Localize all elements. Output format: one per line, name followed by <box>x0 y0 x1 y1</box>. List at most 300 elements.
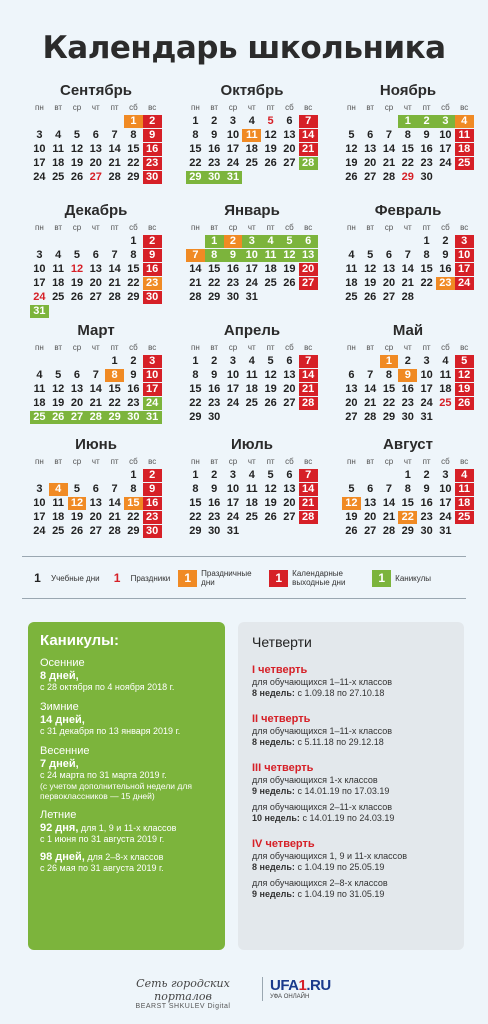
day-cell: 21 <box>401 277 414 289</box>
day-cell: 13 <box>382 263 396 275</box>
week-row <box>186 263 318 276</box>
empty-day-cell <box>380 469 399 482</box>
day-cell: 19 <box>283 263 296 275</box>
day-cell: 9 <box>423 483 430 495</box>
weekday-label: сб <box>441 223 450 232</box>
day-cell: 11 <box>455 129 474 142</box>
weekday-label: вт <box>210 457 219 466</box>
day-cell: 4 <box>55 249 62 261</box>
empty-day-cell <box>261 291 280 304</box>
empty-day-cell <box>49 115 68 128</box>
weekday-label: сб <box>129 223 138 232</box>
day-cell: 4 <box>455 469 474 482</box>
day-cell: 24 <box>245 277 258 289</box>
weekday-label: пт <box>266 223 275 232</box>
day-cell: 9 <box>143 483 162 496</box>
day-cell: 22 <box>108 397 121 409</box>
day-cell: 18 <box>455 143 474 156</box>
month-9 <box>30 436 162 538</box>
day-cell: 23 <box>420 511 433 523</box>
empty-day-cell <box>86 115 105 128</box>
weekday-label: пт <box>266 103 275 112</box>
week-row <box>30 263 162 276</box>
month-name: Июнь <box>75 436 117 453</box>
empty-day-cell <box>86 469 105 482</box>
week-row <box>342 497 474 510</box>
day-cell: 3 <box>143 355 162 368</box>
month-5 <box>342 202 474 304</box>
weekday-label: пт <box>266 457 275 466</box>
weekday-label: пн <box>35 343 44 352</box>
week-row <box>30 511 162 524</box>
day-cell: 26 <box>345 525 358 537</box>
weekday-label: ср <box>384 223 394 232</box>
month-name: Сентябрь <box>60 82 132 99</box>
empty-day-cell <box>68 355 87 368</box>
day-cell: 27 <box>283 157 296 169</box>
day-cell: 4 <box>55 129 62 141</box>
month-7 <box>186 322 318 424</box>
day-cell: 16 <box>143 497 162 510</box>
empty-day-cell <box>299 525 318 538</box>
weekday-label: ср <box>72 223 82 232</box>
quarter-1-weeks: 8 недель: <box>252 688 295 698</box>
day-cell: 1 <box>192 469 199 481</box>
vacation-winter <box>40 701 213 737</box>
empty-day-cell <box>86 235 105 248</box>
day-cell: 5 <box>280 235 299 248</box>
day-cell: 23 <box>143 157 162 170</box>
day-cell: 31 <box>245 291 258 303</box>
week-row <box>186 143 318 156</box>
empty-day-cell <box>280 171 299 184</box>
week-row <box>30 157 162 170</box>
legend-item-preholiday <box>178 569 261 587</box>
day-cell: 16 <box>226 263 240 275</box>
day-cell: 11 <box>33 383 46 395</box>
vacation-summer-range: с 1 июня по 31 августа 2019 г. <box>40 834 165 844</box>
day-cell: 29 <box>127 171 140 183</box>
week-row <box>30 305 162 318</box>
day-cell: 13 <box>364 497 377 509</box>
weekday-label: чт <box>403 343 412 352</box>
day-cell: 7 <box>385 483 393 495</box>
day-cell: 29 <box>189 411 202 423</box>
day-cell: 31 <box>439 525 452 537</box>
empty-day-cell <box>242 411 261 424</box>
week-row <box>342 263 474 276</box>
day-cell: 11 <box>345 263 358 275</box>
month-1 <box>186 82 318 184</box>
day-cell: 14 <box>382 497 396 509</box>
weekday-label: вс <box>304 223 313 232</box>
vacation-summer-days: 92 дня, <box>40 822 79 834</box>
day-cell: 7 <box>186 249 205 262</box>
month-name: Январь <box>224 202 280 219</box>
day-cell: 9 <box>442 249 449 261</box>
legend-label-preholiday: Праздничные дни <box>201 569 252 587</box>
day-cell: 12 <box>68 497 87 510</box>
day-cell: 6 <box>92 249 99 261</box>
day-cell: 30 <box>420 171 433 183</box>
weekday-label: ср <box>384 343 394 352</box>
day-cell: 17 <box>226 497 240 509</box>
day-cell: 1 <box>130 469 137 481</box>
week-row <box>186 383 318 396</box>
week-row <box>342 525 474 538</box>
legend-label-study: Учебные дни <box>51 573 100 583</box>
day-cell: 17 <box>245 263 258 275</box>
day-cell: 14 <box>89 383 102 395</box>
month-name: Май <box>392 322 424 339</box>
day-cell: 15 <box>124 497 143 510</box>
vacation-autumn-days: 8 дней, <box>40 670 79 682</box>
empty-day-cell <box>30 235 49 248</box>
weekday-label: вт <box>54 343 63 352</box>
legend-swatch-preholiday: 1 <box>178 570 197 587</box>
weekday-label: пт <box>110 223 119 232</box>
weekday-label: сб <box>285 103 294 112</box>
day-cell: 21 <box>299 497 318 510</box>
quarter-4-who: для обучающихся 1, 9 и 11-х классов <box>252 851 408 861</box>
day-cell: 4 <box>36 369 43 381</box>
empty-day-cell <box>68 469 87 482</box>
day-cell: 1 <box>205 235 224 248</box>
day-cell: 28 <box>401 291 414 303</box>
day-cell: 8 <box>205 249 224 262</box>
week-row <box>186 369 318 382</box>
day-cell: 10 <box>226 129 240 141</box>
week-row <box>186 157 318 170</box>
weekday-label: ср <box>384 457 394 466</box>
month-name: Март <box>77 322 115 339</box>
day-cell: 30 <box>401 411 414 423</box>
day-cell: 6 <box>299 235 318 248</box>
day-cell: 25 <box>245 397 258 409</box>
week-row <box>30 483 162 496</box>
page-title: Календарь школьника <box>42 30 446 66</box>
weekday-label: чт <box>91 457 100 466</box>
day-cell: 10 <box>420 369 433 381</box>
day-cell: 1 <box>423 235 430 247</box>
day-cell: 2 <box>211 115 218 127</box>
day-cell: 26 <box>70 171 84 183</box>
day-cell: 8 <box>130 249 137 261</box>
empty-day-cell <box>124 305 143 318</box>
day-cell: 11 <box>261 249 280 262</box>
weekday-label: вт <box>54 103 63 112</box>
week-row <box>30 277 162 290</box>
empty-day-cell <box>436 411 455 424</box>
day-cell: 12 <box>70 143 84 155</box>
legend-swatch-vacation: 1 <box>372 570 391 587</box>
day-cell: 24 <box>143 397 162 410</box>
weekday-label: пн <box>347 103 356 112</box>
day-cell: 20 <box>345 397 358 409</box>
empty-day-cell <box>361 115 380 128</box>
day-cell: 1 <box>398 115 417 128</box>
day-cell: 27 <box>345 411 358 423</box>
vacation-winter-days: 14 дней, <box>40 714 85 726</box>
empty-day-cell <box>280 291 299 304</box>
month-name: Ноябрь <box>379 82 437 99</box>
day-cell: 5 <box>267 115 274 127</box>
day-cell: 25 <box>52 525 65 537</box>
day-cell: 16 <box>127 383 140 395</box>
day-cell: 14 <box>401 263 414 275</box>
day-cell: 6 <box>286 469 293 481</box>
quarter-2-range: с 5.11.18 по 29.12.18 <box>297 737 384 747</box>
day-cell: 31 <box>224 171 243 184</box>
month-0 <box>30 82 162 184</box>
day-cell: 15 <box>420 263 433 275</box>
week-row <box>30 497 162 510</box>
empty-day-cell <box>455 291 474 304</box>
legend-divider-top <box>22 556 466 557</box>
day-cell: 25 <box>52 171 65 183</box>
day-cell: 1 <box>130 235 137 247</box>
day-cell: 26 <box>455 397 474 410</box>
day-cell: 9 <box>143 129 162 142</box>
day-cell: 3 <box>229 469 237 481</box>
day-cell: 10 <box>226 369 240 381</box>
day-cell: 28 <box>299 397 318 410</box>
weekday-label: вт <box>54 457 63 466</box>
vacation-winter-name: Зимние <box>40 701 79 713</box>
day-cell: 19 <box>345 157 358 169</box>
day-cell: 6 <box>286 355 293 367</box>
empty-day-cell <box>68 115 87 128</box>
quarter-3-range-2: с 14.01.19 по 24.03.19 <box>302 813 395 823</box>
day-cell: 3 <box>229 355 237 367</box>
day-cell: 31 <box>226 525 240 537</box>
weekday-header <box>342 342 474 354</box>
empty-day-cell <box>30 115 49 128</box>
month-name: Декабрь <box>64 202 128 219</box>
day-cell: 22 <box>127 157 140 169</box>
empty-day-cell <box>455 525 474 538</box>
week-row <box>30 115 162 128</box>
weekday-label: ср <box>72 457 82 466</box>
weekday-label: ср <box>384 103 394 112</box>
day-cell: 23 <box>208 397 221 409</box>
quarter-3-weeks: 9 недель: <box>252 786 295 796</box>
day-cell: 25 <box>245 157 258 169</box>
quarter-1-who: для обучающихся 1–11-х классов <box>252 677 393 687</box>
day-cell: 31 <box>420 411 433 423</box>
day-cell: 14 <box>382 143 396 155</box>
day-cell: 23 <box>208 511 221 523</box>
day-cell: 15 <box>401 143 414 155</box>
day-cell: 26 <box>345 171 358 183</box>
day-cell: 28 <box>382 171 396 183</box>
weekday-label: пт <box>110 457 119 466</box>
weekday-label: сб <box>285 223 294 232</box>
day-cell: 23 <box>143 277 162 290</box>
day-cell: 18 <box>245 383 258 395</box>
weekday-header <box>30 456 162 468</box>
day-cell: 29 <box>189 525 202 537</box>
weekday-label: вт <box>366 103 375 112</box>
week-row <box>342 397 474 410</box>
day-cell: 2 <box>130 355 137 367</box>
day-cell: 26 <box>49 411 68 424</box>
day-cell: 13 <box>283 369 296 381</box>
day-cell: 14 <box>189 263 202 275</box>
footer <box>0 975 488 1010</box>
day-cell: 4 <box>248 115 255 127</box>
ufa1-logo-sub: УФА ОНЛАЙН <box>270 994 310 1000</box>
day-cell: 20 <box>89 157 102 169</box>
day-cell: 21 <box>108 277 121 289</box>
day-cell: 27 <box>89 525 102 537</box>
week-row <box>342 355 474 368</box>
weekday-label: вт <box>366 343 375 352</box>
weekday-label: чт <box>247 457 256 466</box>
weekday-header <box>30 102 162 114</box>
day-cell: 12 <box>280 249 299 262</box>
week-row <box>342 291 474 304</box>
day-cell: 28 <box>108 525 121 537</box>
day-cell: 2 <box>143 235 162 248</box>
day-cell: 5 <box>348 483 355 495</box>
day-cell: 25 <box>455 511 474 524</box>
day-cell: 30 <box>124 411 143 424</box>
day-cell: 4 <box>442 355 449 367</box>
vacation-autumn-range: с 28 октября по 4 ноября 2018 г. <box>40 682 175 692</box>
day-cell: 8 <box>130 129 137 141</box>
day-cell: 14 <box>108 497 121 509</box>
day-cell: 15 <box>189 497 202 509</box>
empty-day-cell <box>361 355 380 368</box>
week-row <box>342 383 474 396</box>
quarter-3-title: III четверть <box>252 762 314 774</box>
legend-label-holiday: Праздники <box>130 573 171 583</box>
day-cell: 6 <box>348 369 355 381</box>
day-cell: 17 <box>226 383 240 395</box>
week-row <box>186 483 318 496</box>
day-cell: 8 <box>423 249 430 261</box>
weekday-header <box>30 222 162 234</box>
day-cell: 27 <box>364 525 377 537</box>
day-cell: 11 <box>242 129 261 142</box>
day-cell: 16 <box>420 497 433 509</box>
ufa1-logo[interactable] <box>270 977 331 1000</box>
week-row <box>30 235 162 248</box>
quarter-1-range: с 1.09.18 по 27.10.18 <box>297 688 385 698</box>
week-row <box>186 129 318 142</box>
day-cell: 8 <box>192 129 199 141</box>
day-cell: 12 <box>52 383 65 395</box>
day-cell: 12 <box>364 263 377 275</box>
quarter-4-who-2: для обучающихся 2–8-х классов <box>252 878 388 888</box>
day-cell: 23 <box>401 397 414 409</box>
month-10 <box>186 436 318 538</box>
week-row <box>30 397 162 410</box>
month-name: Июль <box>231 436 273 453</box>
empty-day-cell <box>342 355 361 368</box>
day-cell: 27 <box>89 171 102 183</box>
day-cell: 30 <box>208 525 221 537</box>
day-cell: 23 <box>127 397 140 409</box>
legend-swatch-study: 1 <box>34 570 41 585</box>
day-cell: 5 <box>348 129 355 141</box>
day-cell: 14 <box>108 143 121 155</box>
quarter-4-weeks-2: 9 недель: <box>252 889 295 899</box>
quarter-4-range-2: с 1.04.19 по 31.05.19 <box>297 889 385 899</box>
empty-day-cell <box>261 411 280 424</box>
weekday-label: чт <box>403 457 412 466</box>
week-row <box>186 115 318 128</box>
day-cell: 11 <box>245 483 258 495</box>
weekday-label: пт <box>422 223 431 232</box>
weekday-label: вс <box>304 457 313 466</box>
empty-day-cell <box>280 411 299 424</box>
day-cell: 18 <box>52 157 65 169</box>
day-cell: 8 <box>192 483 199 495</box>
legend-divider-bottom <box>22 598 466 599</box>
day-cell: 25 <box>455 157 474 170</box>
day-cell: 18 <box>33 397 46 409</box>
day-cell: 1 <box>111 355 118 367</box>
month-name: Февраль <box>374 202 442 219</box>
week-row <box>186 469 318 482</box>
day-cell: 30 <box>208 411 221 423</box>
weekday-label: пт <box>422 103 431 112</box>
day-cell: 16 <box>143 143 162 156</box>
week-row <box>342 411 474 424</box>
day-cell: 10 <box>143 369 162 382</box>
weekday-header <box>186 102 318 114</box>
day-cell: 7 <box>111 129 118 141</box>
weekday-label: пн <box>35 223 44 232</box>
vacation-autumn <box>40 657 213 693</box>
week-row <box>342 143 474 156</box>
day-cell: 10 <box>33 143 46 155</box>
vacation-spring-range: с 24 марта по 31 марта 2019 г. <box>40 770 167 780</box>
day-cell: 12 <box>264 483 277 495</box>
day-cell: 30 <box>143 291 162 304</box>
empty-day-cell <box>342 469 361 482</box>
quarters-title: Четверти <box>252 634 312 650</box>
day-cell: 3 <box>36 129 43 141</box>
day-cell: 11 <box>52 263 65 275</box>
week-row <box>342 511 474 524</box>
day-cell: 15 <box>108 383 121 395</box>
day-cell: 24 <box>33 291 46 303</box>
day-cell: 27 <box>283 511 296 523</box>
weekday-label: сб <box>441 457 450 466</box>
day-cell: 5 <box>55 369 62 381</box>
weekday-label: пн <box>191 457 200 466</box>
day-cell: 3 <box>242 235 261 248</box>
month-3 <box>30 202 162 318</box>
weekday-header <box>342 102 474 114</box>
week-row <box>342 369 474 382</box>
empty-day-cell <box>280 525 299 538</box>
vacation-summer-name: Летние <box>40 809 77 821</box>
day-cell: 6 <box>92 483 99 495</box>
week-row <box>342 483 474 496</box>
day-cell: 3 <box>455 235 474 248</box>
day-cell: 4 <box>49 483 68 496</box>
day-cell: 22 <box>398 511 417 524</box>
day-cell: 17 <box>143 383 162 396</box>
day-cell: 19 <box>70 277 84 289</box>
weekday-header <box>342 456 474 468</box>
week-row <box>186 277 318 290</box>
day-cell: 18 <box>52 277 65 289</box>
